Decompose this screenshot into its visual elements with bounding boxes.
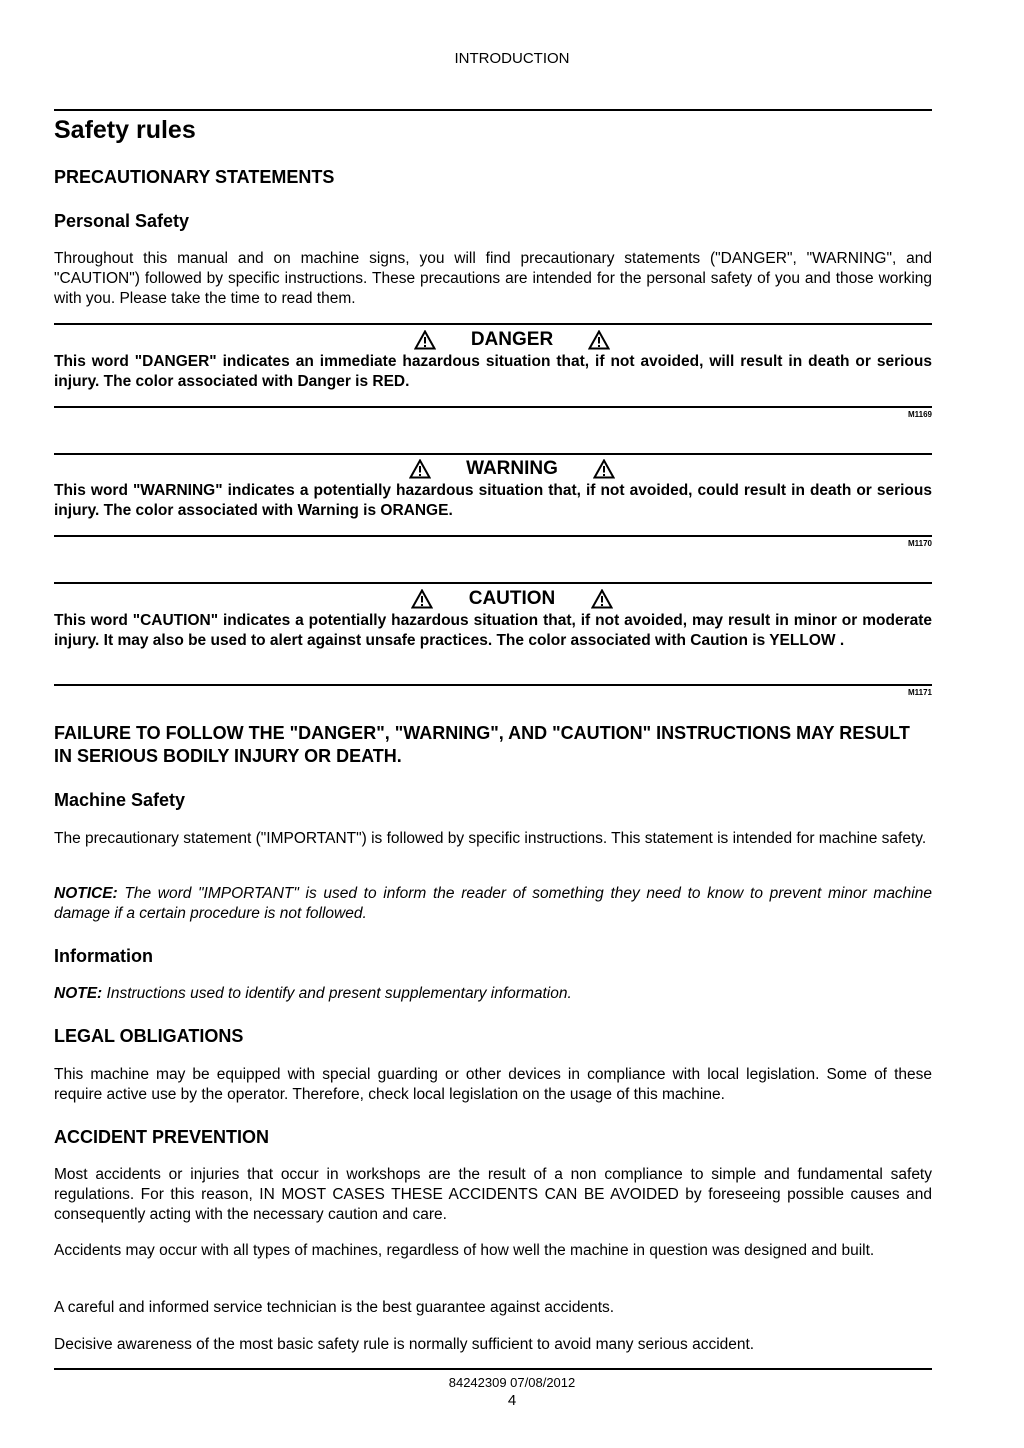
danger-code: M1169 [907,410,932,419]
danger-header [0,329,1024,353]
page-number: 4 [507,1392,517,1409]
failure-statement: FAILURE TO FOLLOW THE "DANGER", "WARNING", AND "CAUTION" INSTRUCTIONS MAY RESULT IN SERIOUS BODILY INJURY OR DEATH. [54,723,910,766]
caution-word: CAUTION [468,588,556,609]
warning-bottom-divider [54,535,932,537]
warning-triangle-icon [411,589,433,609]
running-header: INTRODUCTION [454,50,570,67]
personal-safety-heading: Personal Safety [54,211,190,231]
accident-paragraph-2: Accidents may occur with all types of machines, regardless of how well the machine in question was designed and built. [54,1242,875,1259]
warning-triangle-icon [414,330,436,350]
warning-text: This word "WARNING" indicates a potentially hazardous situation that, if not avoided, could result in death or serious injury. The color associated with Warning is ORANGE. [54,482,932,519]
caution-top-divider [54,582,932,584]
accident-paragraph-1: Most accidents or injuries that occur in workshops are the result of a non compliance to simple and fundamental safety regulations. For this reason, IN MOST CASES THESE ACCIDENTS CAN BE AVOIDED by foreseeing possible causes and consequently acting with the necessary caution and care. [54,1166,932,1223]
document-id: 84242309 07/08/2012 [448,1375,576,1390]
danger-text: This word "DANGER" indicates an immediate hazardous situation that, if not avoided, will result in death or serious injury. The color associated with Danger is RED. [54,353,932,390]
warning-triangle-icon [409,459,431,479]
caution-bottom-divider [54,684,932,686]
note-paragraph [54,984,932,1004]
notice-label: NOTICE: [54,885,118,902]
personal-safety-text: Throughout this manual and on machine signs, you will find precautionary statements ("DANGER", "WARNING", and "CAUTION") followed by specific instructions. These precautions are intended for the personal safety of you and those working with you. Please take the time to read them. [54,250,932,307]
page-title: Safety rules [54,116,196,144]
danger-top-divider [54,323,932,325]
precautionary-heading: PRECAUTIONARY STATEMENTS [54,167,335,187]
notice-text: The word "IMPORTANT" is used to inform the reader of something they need to know to prevent minor machine damage if a certain procedure is not followed. [54,885,932,922]
information-heading: Information [54,946,153,966]
footer-divider [54,1368,932,1370]
header-divider [54,109,932,111]
machine-safety-heading: Machine Safety [54,790,186,810]
warning-triangle-icon [591,589,613,609]
note-text: Instructions used to identify and present supplementary information. [106,985,572,1002]
warning-code: M1170 [907,539,932,548]
accident-heading: ACCIDENT PREVENTION [54,1127,270,1147]
caution-code: M1171 [907,688,932,697]
danger-bottom-divider [54,406,932,408]
warning-word: WARNING [466,458,558,479]
warning-header [0,458,1024,482]
machine-safety-text: The precautionary statement ("IMPORTANT") is followed by specific instructions. This statement is intended for machine safety. [54,830,927,847]
notice-paragraph [54,884,932,924]
legal-heading: LEGAL OBLIGATIONS [54,1026,244,1046]
legal-text: This machine may be equipped with special guarding or other devices in compliance with local legislation. Some of these require active use by the operator. Therefore, check local legislation on the usage of this machine. [54,1066,932,1103]
warning-triangle-icon [593,459,615,479]
warning-triangle-icon [588,330,610,350]
caution-header [0,588,1024,612]
accident-paragraph-4: Decisive awareness of the most basic safety rule is normally sufficient to avoid many serious accident. [54,1336,755,1353]
accident-paragraph-3: A careful and informed service technician is the best guarantee against accidents. [54,1299,615,1316]
caution-text: This word "CAUTION" indicates a potentially hazardous situation that, if not avoided, may result in minor or moderate injury. It may also be used to alert against unsafe practices. The color associated with Caution is YELLOW . [54,612,932,649]
warning-top-divider [54,453,932,455]
note-label: NOTE: [54,985,103,1002]
danger-word: DANGER [470,329,554,350]
